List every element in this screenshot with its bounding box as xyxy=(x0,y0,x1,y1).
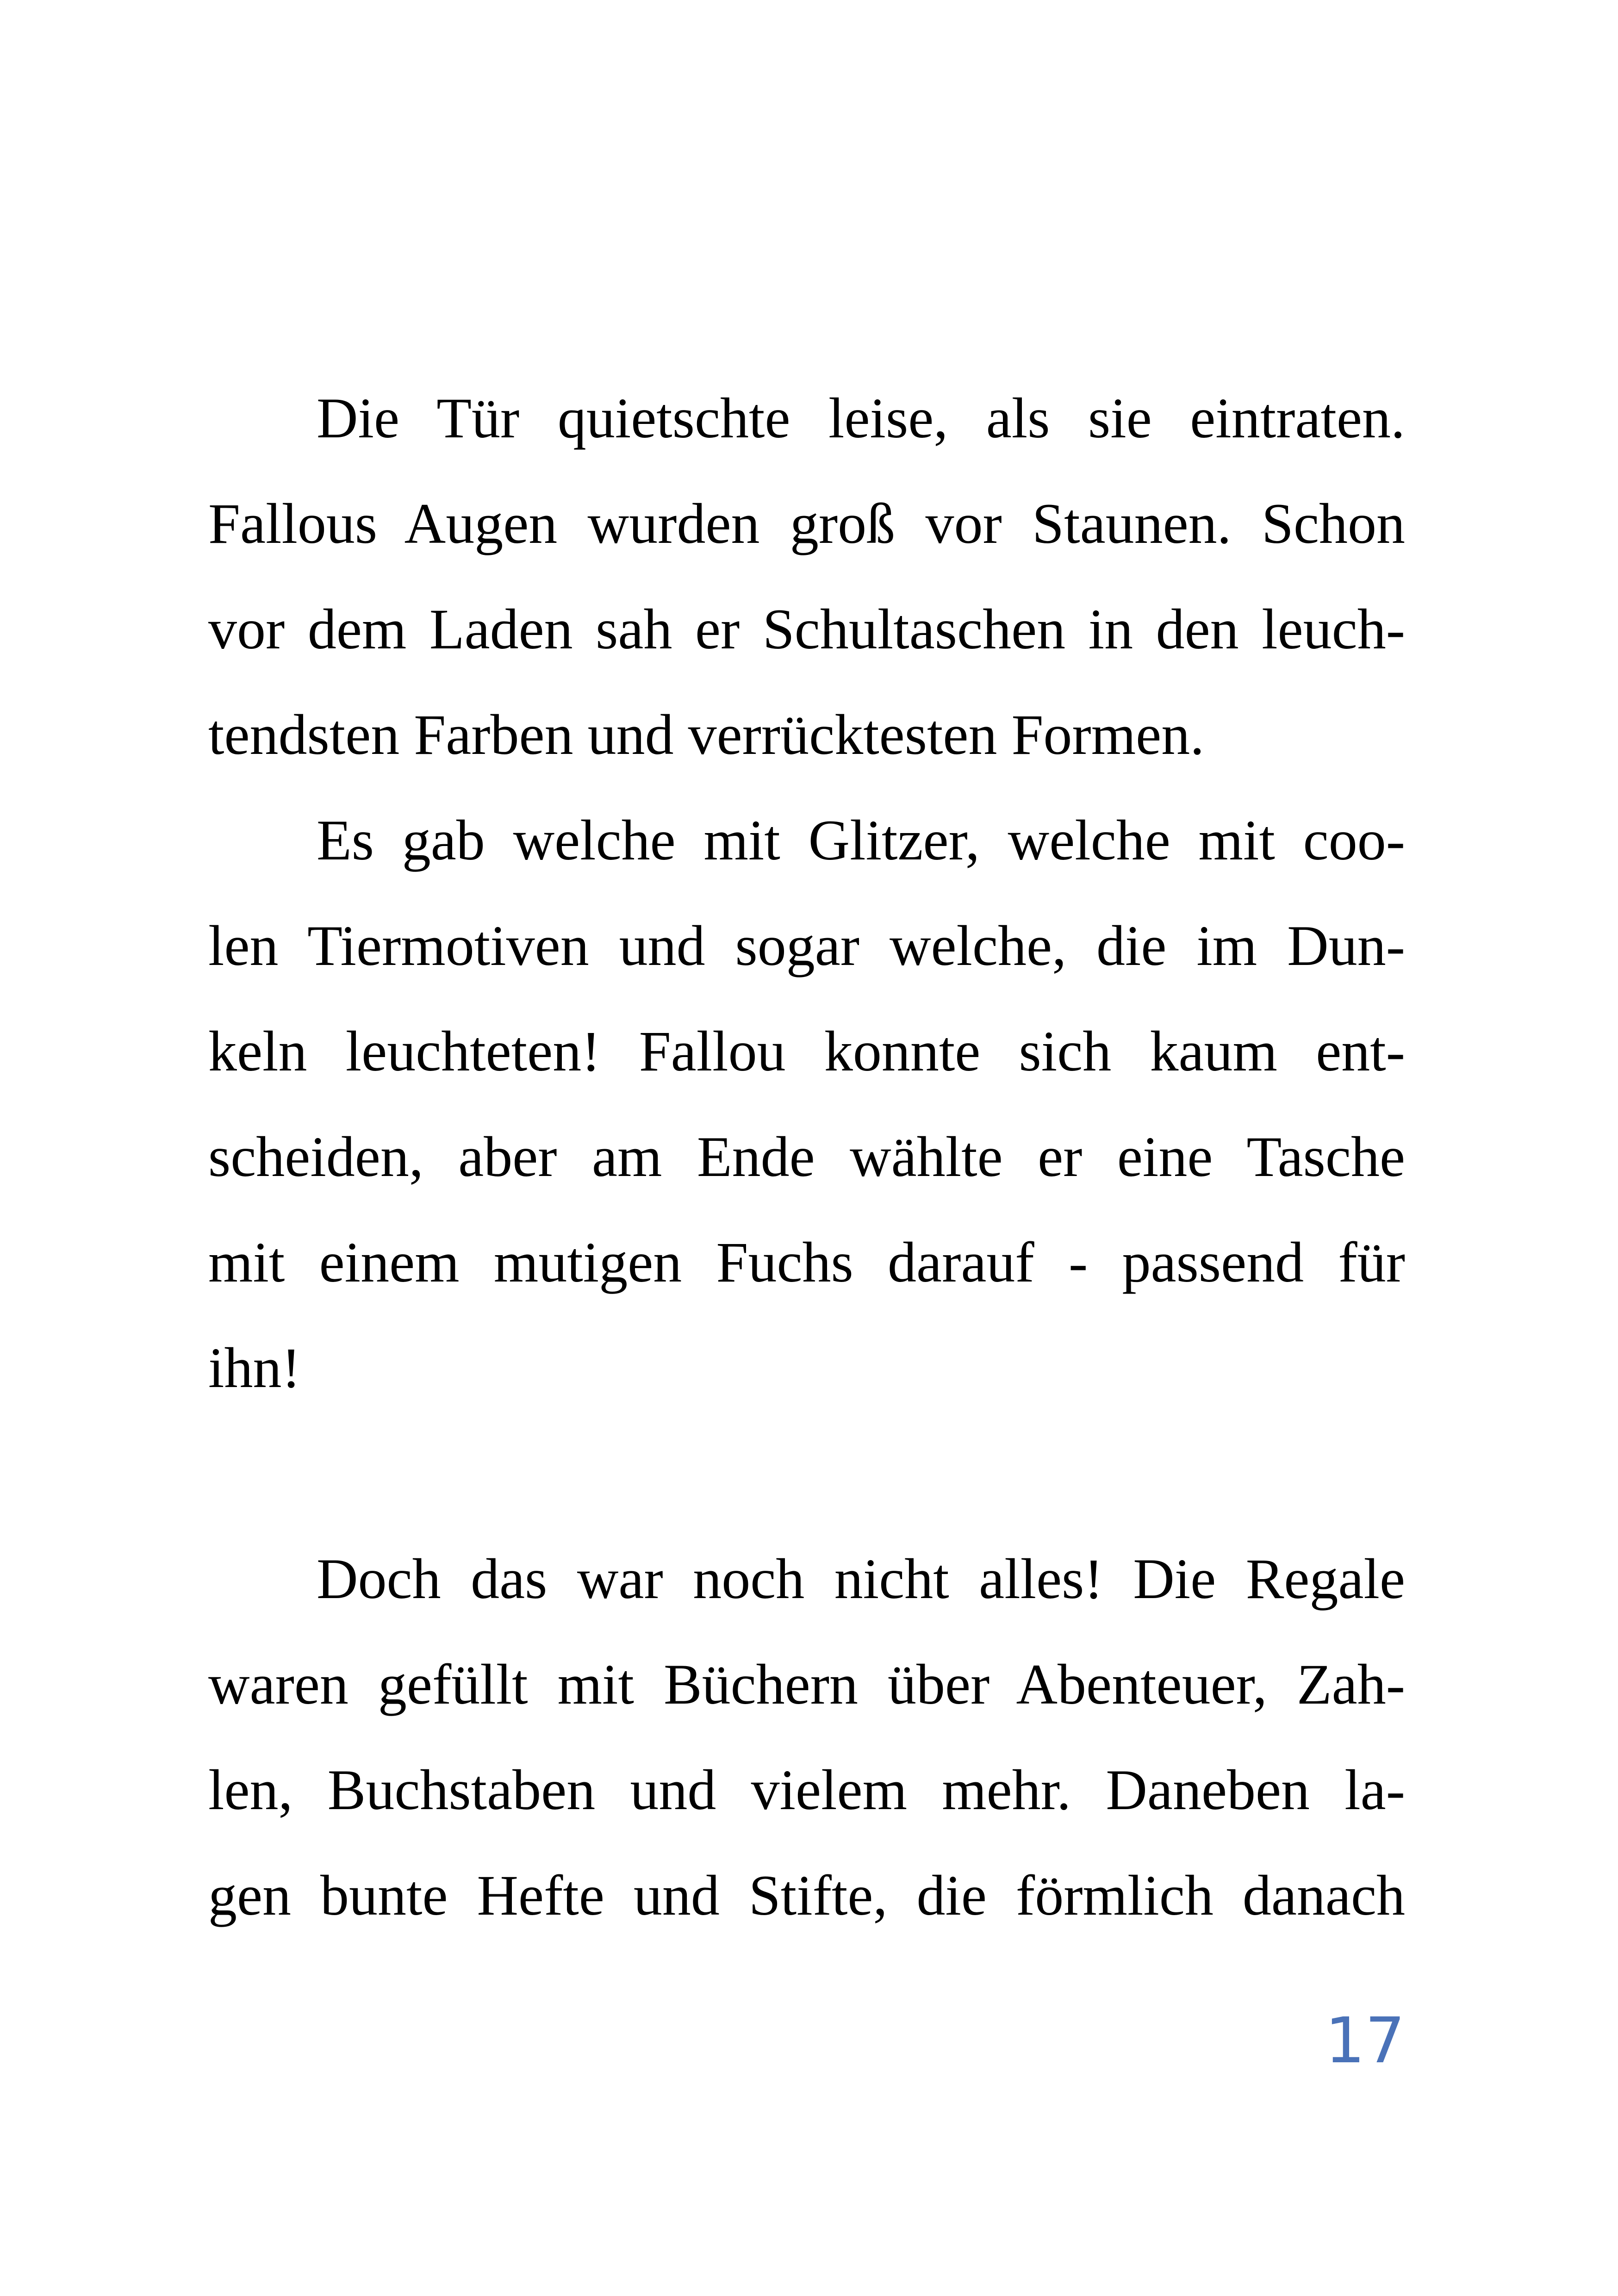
page-number: 17 xyxy=(1325,2004,1405,2078)
paragraph-3 xyxy=(208,1526,1405,1948)
text-line: Die Tür quietschte leise, als sie eintraten. xyxy=(317,386,1405,450)
text-line: tendsten Farben und verrücktesten Formen. xyxy=(208,703,1205,766)
text-line: gen bunte Hefte und Stifte, die förmlich danach xyxy=(208,1864,1405,1927)
text-line: waren gefüllt mit Büchern über Abenteuer, Zah- xyxy=(208,1653,1405,1716)
paragraph-2 xyxy=(208,788,1405,1421)
text-line: mit einem mutigen Fuchs darauf - passend für xyxy=(208,1231,1405,1294)
text-line: Fallous Augen wurden groß vor Staunen. Schon xyxy=(208,492,1405,555)
text-line: vor dem Laden sah er Schultaschen in den leuch- xyxy=(208,597,1405,661)
paragraph-1 xyxy=(208,366,1405,788)
text-line: len, Buchstaben und vielem mehr. Daneben la- xyxy=(208,1758,1405,1822)
text-line: Es gab welche mit Glitzer, welche mit coo- xyxy=(317,809,1405,872)
text-line: ihn! xyxy=(208,1336,301,1400)
text-line: len Tiermotiven und sogar welche, die im Dun- xyxy=(208,914,1405,977)
text-line: Doch das war noch nicht alles! Die Regale xyxy=(317,1547,1405,1611)
text-line: keln leuchteten! Fallou konnte sich kaum ent- xyxy=(208,1020,1405,1083)
text-line: scheiden, aber am Ende wählte er eine Tasche xyxy=(208,1125,1405,1188)
